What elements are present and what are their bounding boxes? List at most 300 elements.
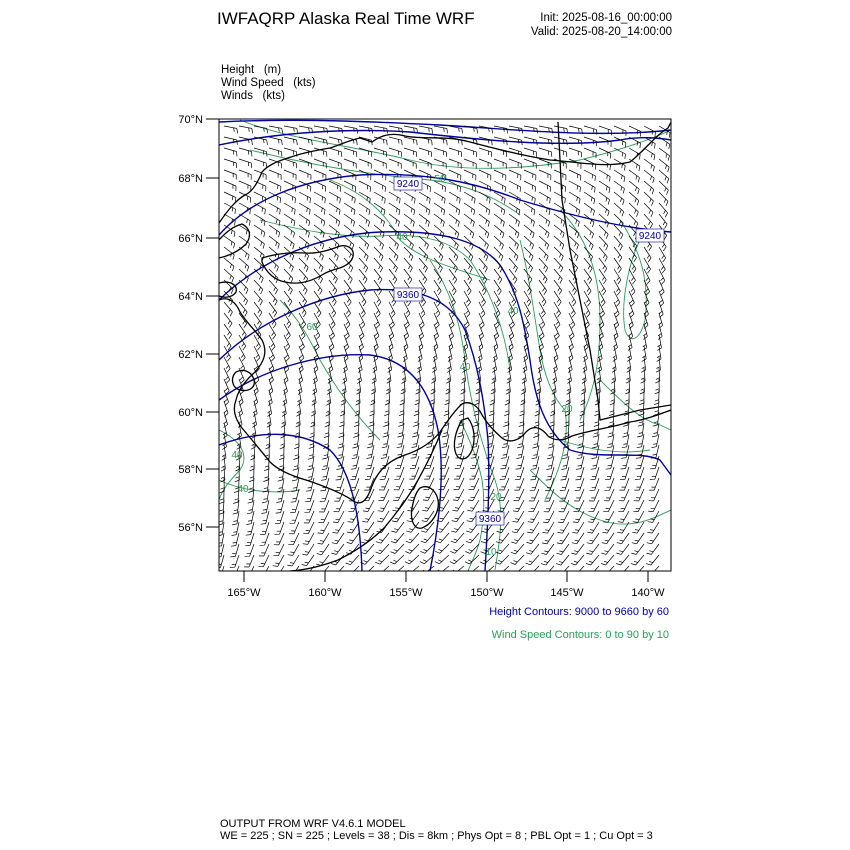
wind-barb (659, 159, 669, 172)
wind-barb (292, 467, 299, 481)
wind-barb (359, 203, 370, 215)
wind-barb (509, 170, 521, 180)
wind-barb (407, 511, 419, 522)
wind-barb (314, 181, 326, 192)
wind-barb (479, 214, 489, 227)
wind-barb (284, 203, 295, 214)
wind-barb (269, 247, 279, 260)
wind-barb (344, 148, 357, 157)
wind-barb (543, 511, 554, 523)
wind-barb (224, 170, 236, 180)
wind-barb (224, 148, 237, 157)
wind-label: 10 (485, 547, 497, 558)
wind-barb (363, 500, 374, 512)
wind-barb (422, 500, 434, 511)
wind-barb (614, 126, 626, 136)
lat-label: 66°N (178, 233, 203, 245)
wind-barb (269, 137, 282, 145)
wind-barb (524, 126, 538, 133)
wind-contour (250, 150, 520, 215)
wind-barb (510, 555, 524, 565)
wind-barb (449, 192, 460, 204)
wind-barb (239, 126, 253, 133)
wind-barb (254, 214, 265, 226)
wind-label: 60 (306, 322, 318, 333)
init-time: Init: 2025-08-16_00:00:00 (540, 12, 672, 24)
wind-barb (495, 566, 509, 575)
wind-barb (494, 236, 504, 250)
wind-barb (524, 181, 536, 192)
wind-barb (618, 500, 629, 512)
lat-label: 56°N (178, 522, 203, 534)
wind-barb (419, 225, 429, 238)
wind-barb (435, 544, 449, 553)
wind-barb (539, 192, 550, 203)
wind-barb (464, 159, 476, 169)
wind-barb (389, 159, 401, 169)
wind-barb (304, 511, 314, 523)
wind-barb (287, 555, 299, 566)
wind-barb (299, 203, 310, 215)
wind-barb (526, 544, 539, 554)
wind-barb (452, 511, 464, 522)
wind-label: 40 (231, 450, 243, 461)
wind-barb (337, 445, 344, 459)
wind-barb (217, 522, 224, 536)
wind-barb (421, 533, 434, 543)
wind-barb (509, 225, 519, 238)
wind-barb (632, 533, 644, 544)
wind-barb (453, 489, 464, 501)
wind-barb (648, 511, 659, 522)
height-label: 9240 (396, 179, 420, 190)
wind-contour (460, 420, 484, 571)
wind-barb (572, 533, 584, 544)
wind-barb (465, 566, 479, 574)
wind-barb (614, 181, 625, 193)
wind-barb (607, 434, 614, 448)
wind-barb (362, 511, 374, 522)
wind-barb (466, 533, 479, 543)
wind-barb (584, 181, 595, 193)
wind-barb (394, 478, 404, 490)
wind-barb (370, 401, 375, 416)
wind-barb (224, 258, 234, 271)
wind-barb (633, 511, 644, 522)
wind-barb (273, 544, 284, 556)
plot-title: IWFAQRP Alaska Real Time WRF (217, 9, 475, 28)
wind-barb (367, 434, 374, 448)
wind-barb (303, 522, 314, 534)
wind-barb (224, 159, 237, 168)
wind-barb (529, 489, 539, 501)
wind-barb (423, 489, 434, 501)
wind-barb (284, 170, 296, 180)
wind-barb (389, 192, 400, 203)
wind-barb (629, 126, 641, 137)
field-wind-speed-name: Wind Speed (221, 77, 284, 89)
wind-label: 50 (434, 174, 446, 185)
wind-barb (464, 203, 475, 215)
wind-barb (557, 544, 570, 555)
wind-barb (569, 148, 582, 157)
wind-barb (524, 236, 534, 250)
wind-barb (496, 533, 509, 543)
wind-barb (224, 192, 236, 203)
wind-barb (644, 181, 654, 194)
wind-barb (509, 236, 519, 250)
wind-barb (649, 489, 659, 501)
height-label: 9240 (638, 231, 662, 242)
wind-barb (614, 192, 624, 205)
wind-barb (436, 533, 449, 543)
wind-label: 20 (561, 404, 573, 415)
wind-barb (464, 192, 475, 204)
wind-barb (584, 170, 596, 181)
wind-barb (511, 544, 524, 554)
wind-barb (584, 203, 595, 216)
wind-barb (374, 181, 386, 192)
wind-barb (542, 544, 555, 555)
wind-barb (524, 137, 537, 145)
wind-barb (269, 203, 280, 214)
wind-barb (539, 170, 551, 180)
wind-barb (584, 137, 597, 146)
wind-barb (539, 236, 549, 249)
lon-axis (244, 571, 648, 582)
wind-barb (614, 170, 625, 182)
wind-barb (558, 511, 569, 523)
wind-barb (644, 159, 655, 171)
wind-barb (434, 192, 445, 204)
wind-barb (378, 500, 389, 511)
wind-barb (554, 214, 565, 226)
lat-label: 58°N (178, 464, 203, 476)
wind-barb (554, 181, 566, 192)
wind-barb (554, 225, 564, 238)
wind-barb (339, 412, 344, 427)
wind-barb (334, 500, 344, 512)
lat-labels (178, 114, 203, 534)
wind-barb (329, 192, 340, 203)
wind-barb (464, 170, 476, 180)
wind-barb (374, 126, 388, 133)
wind-barb (329, 181, 341, 192)
wind-barb (247, 500, 254, 514)
wind-barb (647, 522, 659, 533)
lat-axis (206, 119, 219, 527)
wind-barb (599, 181, 610, 193)
wind-barb (544, 500, 554, 512)
wind-barb (302, 555, 314, 566)
wind-barb (314, 159, 326, 168)
wind-barb (374, 159, 386, 169)
wind-barb (258, 566, 269, 577)
wind-barb (434, 159, 446, 169)
wind-barb (307, 456, 314, 470)
wind-barb (512, 522, 524, 533)
wind-barb (224, 269, 234, 282)
field-height-name: Height (221, 64, 255, 76)
wind-barb (435, 555, 449, 564)
wind-barb (451, 533, 464, 543)
wind-barb (601, 544, 614, 554)
wind-barb (556, 555, 569, 565)
wind-barb (554, 192, 565, 203)
wind-barb (269, 225, 280, 237)
wind-barb (419, 203, 430, 215)
kodiak-island (411, 487, 438, 529)
wind-barb (539, 203, 550, 215)
wind-barb (405, 555, 419, 564)
wind-barb (344, 159, 356, 169)
wind-barb (616, 544, 629, 554)
wind-barb (549, 412, 554, 427)
wind-barb (314, 214, 325, 226)
wind-barb (629, 181, 639, 194)
wind-barb (359, 236, 369, 249)
wind-barb (629, 170, 640, 182)
wind-contour (260, 220, 510, 370)
wind-barb (361, 555, 375, 564)
wind-barb (479, 225, 489, 238)
lon-label: 160°W (308, 587, 342, 599)
wind-barb (584, 214, 594, 227)
wind-contour (219, 480, 300, 492)
wind-barb (224, 236, 235, 248)
wind-barb (644, 148, 655, 160)
wind-barb (476, 379, 481, 394)
wind-barb (389, 137, 402, 145)
wind-barb (618, 511, 629, 522)
wind-barb (584, 225, 594, 238)
wind-barb (588, 511, 599, 522)
wind-barb (332, 533, 344, 544)
wind-barb (494, 203, 505, 215)
wind-barb (310, 423, 315, 438)
wind-barb (329, 148, 342, 157)
footer-config: WE = 225 ; SN = 225 ; Levels = 38 ; Dis = 8km ; Phys Opt = 8 ; PBL Opt = 1 ; Cu Opt = 3 (220, 830, 653, 842)
wind-barb (393, 489, 404, 501)
wind-barb (317, 544, 329, 555)
wind-barb (589, 489, 599, 501)
lon-label: 145°W (550, 587, 584, 599)
height-contour (219, 290, 489, 571)
wind-barb (468, 489, 479, 501)
height-label: 9360 (396, 290, 420, 301)
lat-label: 68°N (178, 173, 203, 185)
wind-barb (332, 544, 345, 554)
wind-barb (379, 478, 389, 490)
wind-barb (296, 412, 301, 427)
wind-barb (389, 203, 400, 215)
wind-barb (584, 192, 595, 204)
lat-label: 60°N (178, 407, 203, 419)
wind-barb (491, 379, 496, 394)
field-wind-speed-unit: (kts) (293, 77, 316, 89)
wind-barb (479, 137, 492, 145)
wind-barb (412, 423, 419, 437)
wind-barb (254, 236, 264, 249)
wind-barb (494, 170, 506, 180)
wind-barb (587, 522, 599, 533)
wind-barb (659, 170, 669, 183)
wind-barb (288, 544, 299, 555)
wind-barb (569, 203, 580, 215)
wind-barb (434, 203, 445, 215)
wind-barb (224, 181, 236, 191)
wind-barb (434, 148, 447, 157)
wind-barb (284, 192, 296, 203)
wind-barb (539, 181, 551, 192)
height-label: 9360 (478, 514, 502, 525)
wind-barb (603, 511, 614, 522)
wind-barb (347, 522, 359, 533)
wind-barb (344, 181, 356, 192)
wind-barb (644, 170, 654, 183)
wind-barb (439, 478, 450, 490)
wind-barb (359, 159, 371, 169)
wind-barbs (215, 126, 670, 579)
wind-barb (566, 390, 571, 405)
wind-barb (390, 555, 404, 564)
field-winds-unit: (kts) (262, 90, 285, 102)
wind-barb (569, 181, 581, 192)
wind-barb (571, 555, 584, 565)
wind-barb (449, 170, 461, 180)
wind-barb (329, 225, 339, 238)
kenai-peninsula (454, 418, 474, 459)
wind-barb (344, 203, 355, 215)
lat-label: 62°N (178, 349, 203, 361)
wind-barb (244, 566, 255, 578)
wind-barb (406, 533, 419, 543)
wind-barb (464, 214, 474, 227)
wind-barb (599, 203, 609, 216)
wind-barb (647, 533, 659, 544)
wind-barb (450, 566, 465, 574)
wind-barb (445, 390, 450, 405)
wind-barb (239, 181, 251, 191)
lat-label: 70°N (178, 114, 203, 126)
wind-barb (449, 203, 460, 215)
wind-barb (374, 214, 385, 227)
wind-barb (526, 555, 539, 565)
wind-contour (560, 210, 600, 420)
wind-barb (588, 500, 599, 512)
wind-barb (254, 126, 268, 133)
wind-barb (479, 170, 491, 180)
wind-barb (346, 555, 359, 565)
wind-barb (375, 566, 389, 575)
wind-label: 20 (490, 492, 502, 503)
wind-barb (464, 225, 474, 238)
wind-barb (239, 170, 251, 180)
wind-barb (376, 544, 389, 554)
wind-barb (299, 192, 311, 203)
wind-barb (617, 533, 629, 544)
wind-barb (524, 203, 535, 215)
wind-barb (258, 555, 269, 567)
wind-barb (284, 126, 298, 133)
wind-barb (592, 434, 599, 448)
wind-barb (284, 236, 294, 249)
wind-barb (299, 225, 310, 238)
wind-barb (599, 170, 610, 182)
wind-barb (539, 225, 549, 238)
wind-barb (646, 555, 659, 565)
wind-barb (392, 522, 405, 532)
wind-barb (633, 500, 644, 512)
wind-barb (539, 137, 552, 145)
wind-barb (374, 236, 384, 250)
wind-barb (641, 368, 646, 383)
wind-barb (569, 192, 580, 204)
wind-barb (450, 544, 464, 553)
wind-barb (509, 181, 521, 192)
wind-barb (619, 489, 629, 501)
wind-contour-info: Wind Speed Contours: 0 to 90 by 10 (491, 629, 669, 641)
wind-barb (314, 203, 325, 215)
wind-barb (469, 478, 479, 490)
wind-barb (419, 126, 433, 133)
wind-barb (571, 544, 584, 554)
wind-barb (586, 544, 599, 554)
wind-barb (374, 137, 387, 145)
wind-barb (435, 566, 449, 574)
wind-barb (442, 423, 449, 437)
wind-barb (479, 203, 490, 215)
wind-barb (542, 533, 554, 544)
wind-barb (616, 555, 629, 565)
wind-barb (419, 148, 432, 157)
lon-label: 155°W (389, 587, 423, 599)
valid-time: Valid: 2025-08-20_14:00:00 (530, 26, 672, 38)
wind-barb (254, 181, 266, 191)
wind-barb (318, 522, 329, 534)
wind-barb (559, 500, 569, 512)
wind-label: 40 (459, 362, 471, 373)
wind-barb (329, 214, 340, 226)
wind-barb (359, 181, 371, 192)
wind-barb (333, 522, 345, 533)
wind-barb (239, 258, 249, 271)
wind-barb (269, 126, 283, 133)
wind-contour (560, 440, 650, 452)
wind-barb (272, 566, 284, 577)
wind-barb (467, 500, 479, 511)
wind-barb (299, 170, 311, 180)
wind-barb (239, 148, 252, 157)
wind-barb (419, 214, 429, 227)
wind-barb (420, 566, 435, 574)
wind-barb (359, 214, 370, 226)
wind-barb (449, 225, 459, 238)
wind-barb (527, 533, 539, 544)
wind-barb (404, 137, 417, 145)
wind-barb (329, 126, 343, 133)
wind-barb (449, 126, 463, 133)
wind-barb (479, 192, 490, 204)
height-contour-info: Height Contours: 9000 to 9660 by 60 (489, 606, 669, 618)
wind-barb (452, 500, 464, 511)
wind-barb (427, 423, 434, 437)
map-content (215, 120, 671, 579)
wind-barb (629, 192, 639, 205)
wind-barb (434, 126, 448, 133)
wind-barb (647, 544, 660, 554)
wind-barb (569, 236, 579, 249)
